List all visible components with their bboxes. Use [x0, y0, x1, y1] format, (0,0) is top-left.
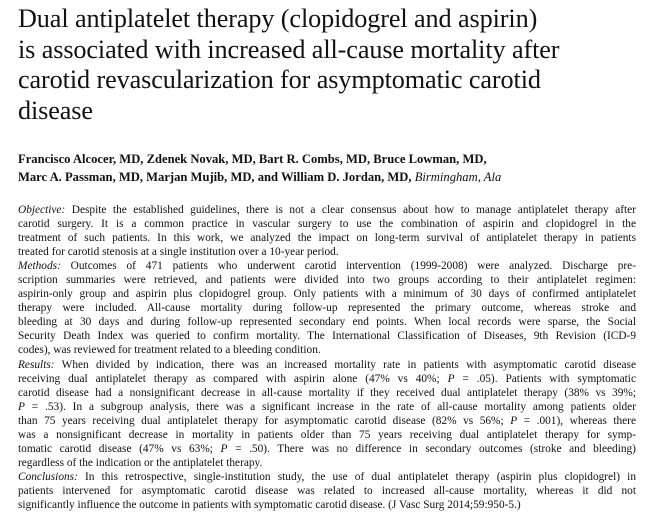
author-line-1: Francisco Alcocer, MD, Zdenek Novak, MD, Bart R. Combs, MD, Bruce Lowman, MD, [18, 152, 487, 166]
results-heading: Results: [18, 358, 55, 371]
objective-heading: Objective: [18, 204, 66, 216]
author-line-2 [18, 168, 636, 186]
abstract-line: scription summaries were retrieved, and patients were divided into two groups according to their antiplatelet regimen: [18, 274, 636, 287]
abstract-line: codes), was reviewed for treatment related to a bleeding condition. [18, 344, 321, 357]
abstract-line: Methods: Outcomes of 471 patients who underwent carotid intervention (1999-2008) were analyzed. Discharge pre- [18, 260, 636, 273]
abstract-line: aspirin-only group and aspirin plus clopidogrel group. Only patients with a minimum of 30 days of confirmed antiplatelet [18, 288, 636, 301]
author-list [18, 150, 636, 186]
abstract-line: tomatic carotid disease (47% vs 63%; P = .50). There was no difference in secondary outcomes (stroke and bleeding) [18, 442, 636, 455]
abstract-line: patients intervened for asymptomatic carotid disease was related to increased all-cause mortality, whereas it did not [18, 484, 636, 497]
conclusions-heading: Conclusions: [18, 470, 78, 483]
abstract-line: receiving dual antiplatelet therapy as compared with aspirin alone (47% vs 40%; P = .05). Patients with symptomatic [18, 372, 636, 385]
abstract [18, 203, 636, 512]
author-location: Birmingham, Ala [414, 170, 502, 184]
article-title [18, 4, 636, 126]
abstract-line: Security Death Index was queried to confirm mortality. The International Classification of Diseases, 9th Revision (ICD-9 [18, 330, 636, 343]
abstract-line: carotid disease had a nonsignificant decrease in all-cause mortality if they received dual antiplatelet therapy (38% vs 39%; [18, 386, 636, 399]
title-line: carotid revascularization for asymptomatic carotid [18, 65, 541, 94]
abstract-line: bleeding at 30 days and during follow-up represented secondary end points. When local records were sparse, the Social [18, 316, 636, 329]
title-line: Dual antiplatelet therapy (clopidogrel and aspirin) [18, 4, 538, 33]
abstract-line: Objective: Despite the established guidelines, there is not a clear consensus about how to manage antiplatelet therapy after [18, 204, 636, 216]
article-page [18, 4, 636, 512]
abstract-line: P = .53). In a subgroup analysis, there was a significant increase in the rate of all-cause mortality among patients older [18, 400, 636, 413]
abstract-line: treatment of such patients. In this work, we analyzed the impact on long-term survival of antiplatelet therapy in patients [18, 232, 636, 245]
abstract-line: treated for carotid stenosis at a single institution over a 10-year period. [18, 246, 339, 259]
abstract-line: than 75 years receiving dual antiplatelet therapy for asymptomatic carotid disease (82% vs 56%; P = .001), whereas there [18, 414, 636, 427]
title-line: disease [18, 95, 93, 125]
abstract-line: Conclusions: In this retrospective, single-institution study, the use of dual antiplatelet therapy (aspirin plus clopidogrel) in [18, 470, 636, 483]
abstract-line: significantly influence the outcome in patients with symptomatic carotid disease. (J Vasc Surg 2014;59:950-5.) [18, 498, 521, 511]
author-names: Marc A. Passman, MD, Marjan Mujib, MD, and William D. Jordan, MD, [18, 170, 412, 184]
title-line: is associated with increased all-cause mortality after [18, 34, 560, 64]
abstract-line: Results: When divided by indication, there was an increased mortality rate in patients with asymptomatic carotid disease [18, 358, 636, 371]
methods-heading: Methods: [18, 260, 61, 273]
abstract-line: therapy were included. All-cause mortality during follow-up represented the primary outcome, whereas stroke and [18, 302, 636, 315]
abstract-line: regardless of the indication or the antiplatelet therapy. [18, 456, 263, 469]
abstract-line: carotid surgery. It is a common practice in vascular surgery to use the combination of aspirin and clopidogrel in the [18, 218, 636, 231]
abstract-line: was a nonsignificant decrease in mortality in patients older than 75 years receiving dual antiplatelet therapy for symp- [18, 428, 636, 441]
